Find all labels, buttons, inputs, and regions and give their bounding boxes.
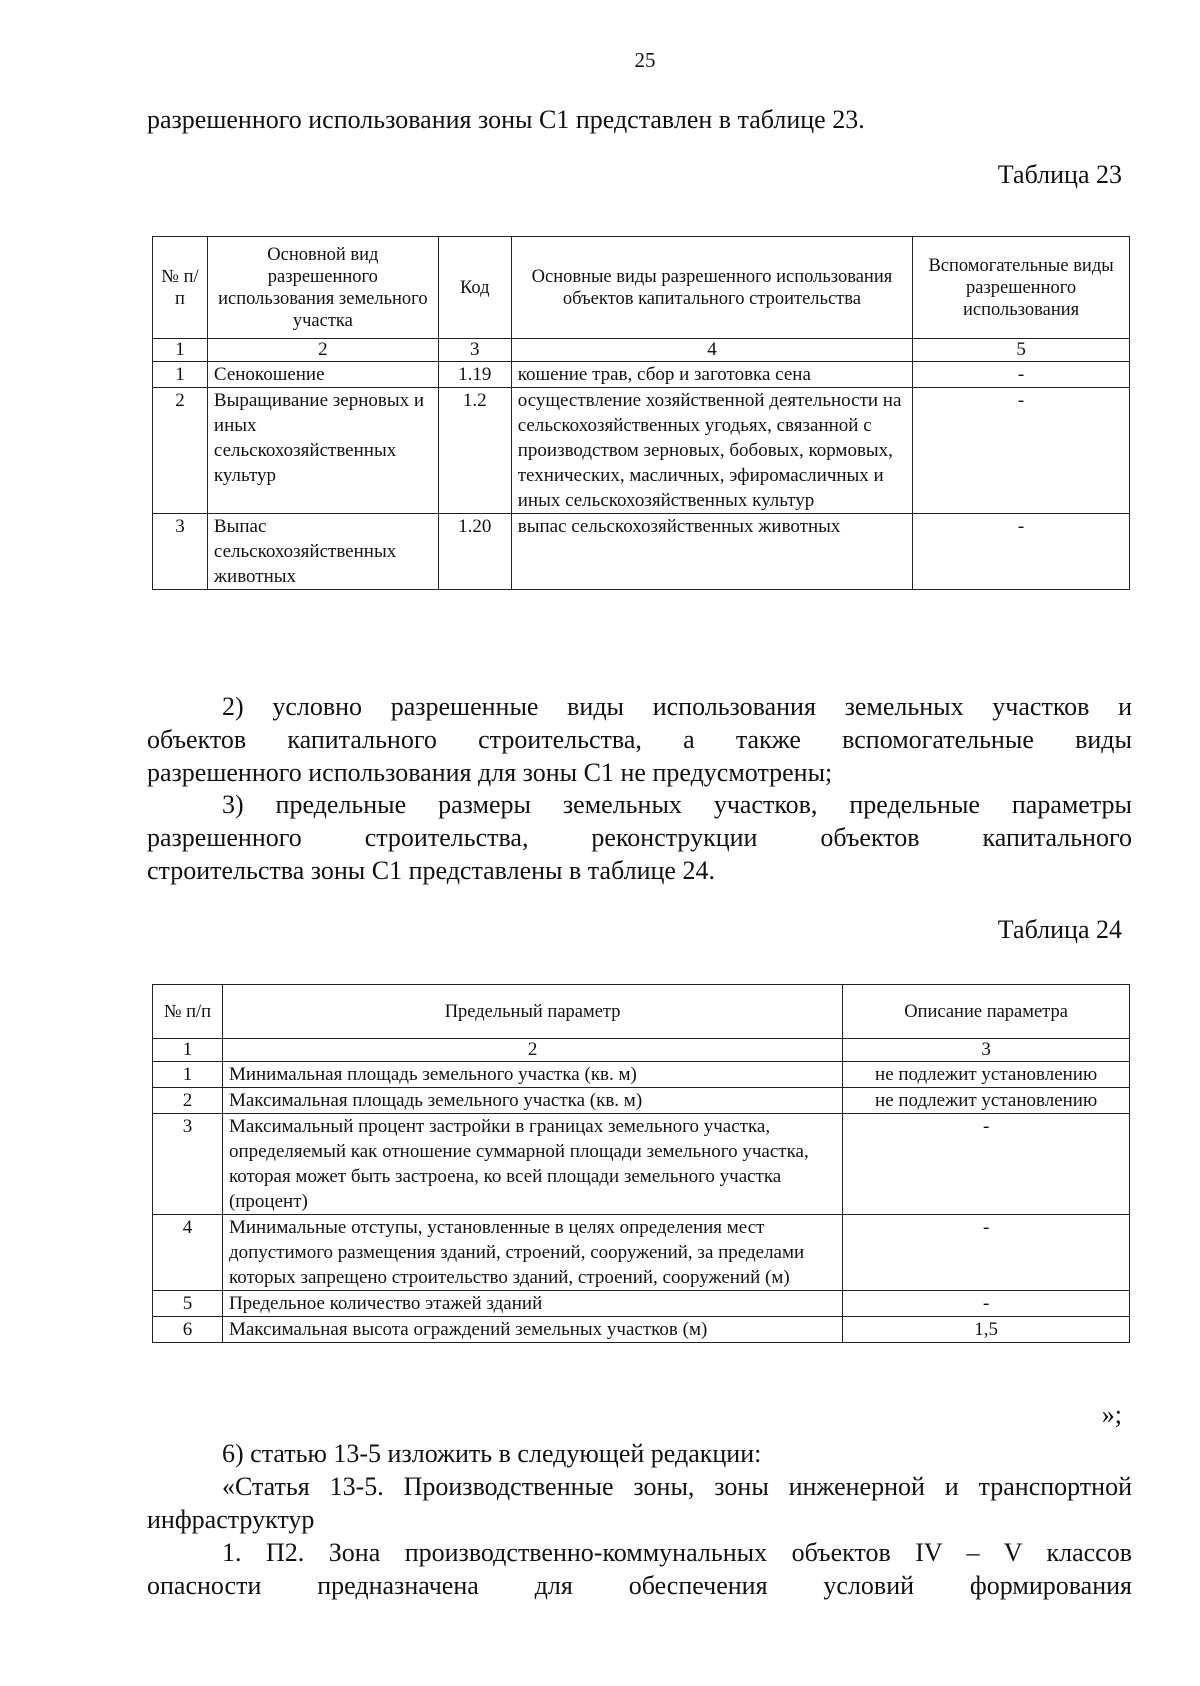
paragraph-p2 bbox=[147, 1536, 1132, 1602]
table23-colnum: 5 bbox=[913, 339, 1130, 362]
paragraph-3 bbox=[147, 788, 1132, 887]
row-number: 2 bbox=[153, 1088, 223, 1114]
param-value: не подлежит установлению bbox=[843, 1088, 1130, 1114]
table24-colnum: 2 bbox=[222, 1039, 842, 1062]
table23-header-code: Код bbox=[438, 237, 511, 339]
table23-header-num: № п/п bbox=[153, 237, 208, 339]
param-name: Максимальный процент застройки в границах земельного участка, определяемый как отношение суммарной площади земельного участка, которая может быть застроена, ко всей площади земельного участка (процент) bbox=[222, 1114, 842, 1215]
param-name: Максимальная высота ограждений земельных участков (м) bbox=[222, 1317, 842, 1343]
table-23 bbox=[152, 236, 1130, 590]
table24-colnum: 3 bbox=[843, 1039, 1130, 1062]
table23-colnum: 1 bbox=[153, 339, 208, 362]
table23-colnum: 3 bbox=[438, 339, 511, 362]
table24-header-desc: Описание параметра bbox=[843, 985, 1130, 1039]
paragraph-2-line: разрешенного использования для зоны С1 не предусмотрены; bbox=[147, 758, 833, 787]
table24-header-row bbox=[153, 985, 1130, 1039]
param-value: - bbox=[843, 1291, 1130, 1317]
table24-header-param: Предельный параметр bbox=[222, 985, 842, 1039]
row-number: 6 bbox=[153, 1317, 223, 1343]
paragraph-2-line: объектов капитального строительства, а также вспомогательные виды bbox=[147, 725, 1132, 754]
table-row bbox=[153, 1215, 1130, 1291]
use-type: Выращивание зерновых и иных сельскохозяйственных культур bbox=[207, 388, 438, 514]
article-heading-line: «Статья 13-5. Производственные зоны, зоны инженерной и транспортной bbox=[222, 1472, 1132, 1501]
paragraph-p2-line: опасности предназначена для обеспечения условий формирования bbox=[147, 1571, 1132, 1600]
table-row bbox=[153, 1062, 1130, 1088]
param-name: Минимальные отступы, установленные в целях определения мест допустимого размещения зданий, строений, сооружений, за пределами которых запрещено строительство зданий, строений, сооружений (м) bbox=[222, 1215, 842, 1291]
table-24 bbox=[152, 984, 1130, 1343]
paragraph-2 bbox=[147, 690, 1132, 789]
table23-header-type: Основной вид разрешенного использования земельного участка bbox=[207, 237, 438, 339]
param-value: не подлежит установлению bbox=[843, 1062, 1130, 1088]
article-heading bbox=[147, 1470, 1132, 1536]
aux-use: - bbox=[913, 514, 1130, 590]
paragraph-2-line: 2) условно разрешенные виды использования земельных участков и bbox=[222, 692, 1132, 721]
param-value: - bbox=[843, 1114, 1130, 1215]
intro-text: разрешенного использования зоны С1 представлен в таблице 23. bbox=[147, 105, 865, 134]
paragraph-6: 6) статью 13-5 изложить в следующей редакции: bbox=[222, 1439, 762, 1468]
table24-column-numbers bbox=[153, 1039, 1130, 1062]
table-row bbox=[153, 1114, 1130, 1215]
row-number: 1 bbox=[153, 362, 208, 388]
row-number: 3 bbox=[153, 1114, 223, 1215]
use-code: 1.20 bbox=[438, 514, 511, 590]
paragraph-3-line: разрешенного строительства, реконструкции объектов капитального bbox=[147, 823, 1132, 852]
param-name: Минимальная площадь земельного участка (кв. м) bbox=[222, 1062, 842, 1088]
use-code: 1.19 bbox=[438, 362, 511, 388]
paragraph-3-line: строительства зоны С1 представлены в таблице 24. bbox=[147, 856, 715, 885]
param-name: Предельное количество этажей зданий bbox=[222, 1291, 842, 1317]
table24-caption: Таблица 24 bbox=[997, 915, 1122, 944]
table23-colnum: 2 bbox=[207, 339, 438, 362]
table-row bbox=[153, 1291, 1130, 1317]
aux-use: - bbox=[913, 362, 1130, 388]
page-number: 25 bbox=[634, 48, 656, 72]
use-description: осуществление хозяйственной деятельности на сельскохозяйственных угодьях, связанной с производством зерновых, бобовых, кормовых, технических, масличных, эфиромасличных и иных сельскохозяйственных культур bbox=[511, 388, 912, 514]
table-row bbox=[153, 1088, 1130, 1114]
table-row bbox=[153, 388, 1130, 514]
param-value: 1,5 bbox=[843, 1317, 1130, 1343]
table24-header-num: № п/п bbox=[153, 985, 223, 1039]
paragraph-p2-line: 1. П2. Зона производственно-коммунальных объектов IV – V классов bbox=[222, 1538, 1132, 1567]
row-number: 3 bbox=[153, 514, 208, 590]
article-heading-line: инфраструктур bbox=[147, 1505, 315, 1534]
table23-column-numbers bbox=[153, 339, 1130, 362]
paragraph-3-line: 3) предельные размеры земельных участков, предельные параметры bbox=[222, 790, 1132, 819]
table23-header-aux: Вспомогательные виды разрешенного использования bbox=[913, 237, 1130, 339]
use-type: Сенокошение bbox=[207, 362, 438, 388]
row-number: 4 bbox=[153, 1215, 223, 1291]
aux-use: - bbox=[913, 388, 1130, 514]
table-row bbox=[153, 514, 1130, 590]
use-description: выпас сельскохозяйственных животных bbox=[511, 514, 912, 590]
param-value: - bbox=[843, 1215, 1130, 1291]
table-row bbox=[153, 362, 1130, 388]
row-number: 2 bbox=[153, 388, 208, 514]
table24-colnum: 1 bbox=[153, 1039, 223, 1062]
closing-quote-mark: »; bbox=[1101, 1400, 1122, 1429]
table23-caption: Таблица 23 bbox=[997, 160, 1122, 189]
use-code: 1.2 bbox=[438, 388, 511, 514]
param-name: Максимальная площадь земельного участка (кв. м) bbox=[222, 1088, 842, 1114]
use-type: Выпас сельскохозяйственных животных bbox=[207, 514, 438, 590]
table23-colnum: 4 bbox=[511, 339, 912, 362]
row-number: 5 bbox=[153, 1291, 223, 1317]
table23-header-desc: Основные виды разрешенного использования объектов капитального строительства bbox=[511, 237, 912, 339]
table23-header-row bbox=[153, 237, 1130, 339]
use-description: кошение трав, сбор и заготовка сена bbox=[511, 362, 912, 388]
table-row bbox=[153, 1317, 1130, 1343]
row-number: 1 bbox=[153, 1062, 223, 1088]
